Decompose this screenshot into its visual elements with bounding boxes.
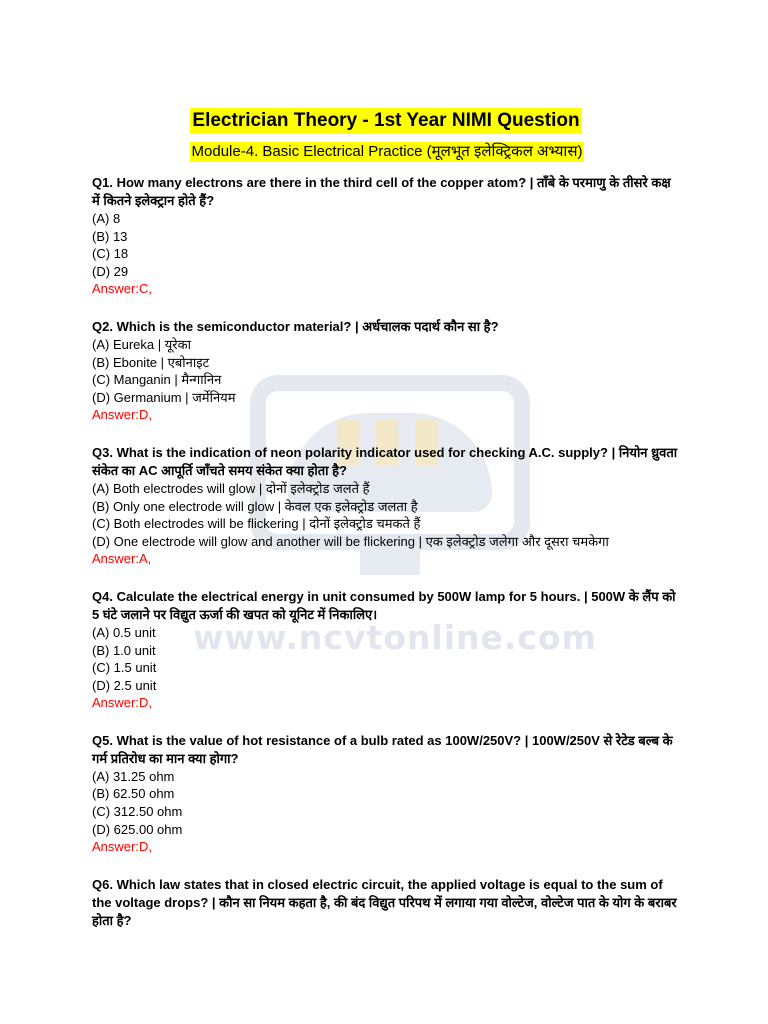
option-c: (C) Both electrodes will be flickering | दोनों इलेक्ट्रोड चमकते हैं [92,516,421,532]
question-text: Q4. Calculate the electrical energy in unit consumed by 500W lamp for 5 hours. | 500W के लैंप को 5 घंटे जलाने पर विद्युत ऊर्जा की खपत को यूनिट में निकालिए। [92,588,676,622]
option-b: (B) Only one electrode will glow | केवल एक इलेक्ट्रोड जलता है [92,498,418,514]
question-text: Q5. What is the value of hot resistance of a bulb rated as 100W/250V? | 100W/250V से रेटेड बल्ब के गर्म प्रतिरोध का मान क्या होगा? [92,732,673,766]
question-text: Q3. What is the indication of neon polarity indicator used for checking A.C. supply? | नियोन ध्रुवता संकेत का AC आपूर्ति जाँचते समय संकेत क्या होता है? [92,444,678,478]
option-c: (C) 312.50 ohm [92,804,183,820]
option-a: (A) Both electrodes will glow | दोनों इलेक्ट्रोड जलते हैं [92,480,370,496]
answer-text: Answer:C, [92,281,152,297]
title-wrapper [90,108,682,134]
option-d: (D) Germanium | जर्मेनियम [92,389,236,405]
watermark-logo-mark: ▮▮▮ [331,403,449,473]
question-5 [92,732,682,856]
subtitle-wrapper [92,142,682,162]
option-d: (D) 2.5 unit [92,677,157,693]
option-c: (C) Manganin | मैन्गानिन [92,372,222,388]
question-text: Q2. Which is the semiconductor material? | अर्धचालक पदार्थ कौन सा है? [92,318,499,334]
option-a: (A) 31.25 ohm [92,768,175,784]
option-d: (D) 625.00 ohm [92,821,183,837]
option-c: (C) 1.5 unit [92,660,157,676]
question-3 [92,444,682,568]
option-c: (C) 18 [92,246,129,262]
document-title: Electrician Theory - 1st Year NIMI Question [190,108,581,134]
question-1 [92,174,682,298]
option-b: (B) Ebonite | एबोनाइट [92,354,210,370]
option-d: (D) 29 [92,263,129,279]
document-subtitle: Module-4. Basic Electrical Practice (मूलभूत इलेक्ट्रिकल अभ्यास) [191,143,583,160]
question-list [92,174,682,930]
option-b: (B) 1.0 unit [92,642,156,658]
answer-text: Answer:A, [92,551,152,567]
answer-text: Answer:D, [92,695,152,711]
question-4 [92,588,682,712]
option-b: (B) 13 [92,228,128,244]
document-content [92,108,682,930]
option-a: (A) Eureka | यूरेका [92,336,191,352]
question-text: Q1. How many electrons are there in the third cell of the copper atom? | ताँबे के परमाणु के तीसरे कक्ष में कितने इलेक्ट्रान होते हैं? [92,175,671,208]
question-2 [92,318,682,424]
option-b: (B) 62.50 ohm [92,786,175,802]
answer-text: Answer:D, [92,407,152,423]
option-a: (A) 0.5 unit [92,624,156,640]
watermark-text: www.ncvtonline.com [193,618,598,657]
question-text: Q6. Which law states that in closed electric circuit, the applied voltage is equal to the sum of the voltage drops? | कौन सा नियम कहता है, की बंद विद्युत परिपथ में लगाया गया वोल्टेज, वोल्टेज पात के योग के बराबर होता है? [92,876,677,928]
question-6 [92,876,682,930]
option-a: (A) 8 [92,211,121,226]
option-d: (D) One electrode will glow and another will be flickering | एक इलेक्ट्रोड जलेगा और दूसरा चमकेगा [92,533,609,549]
answer-text: Answer:D, [92,839,152,855]
